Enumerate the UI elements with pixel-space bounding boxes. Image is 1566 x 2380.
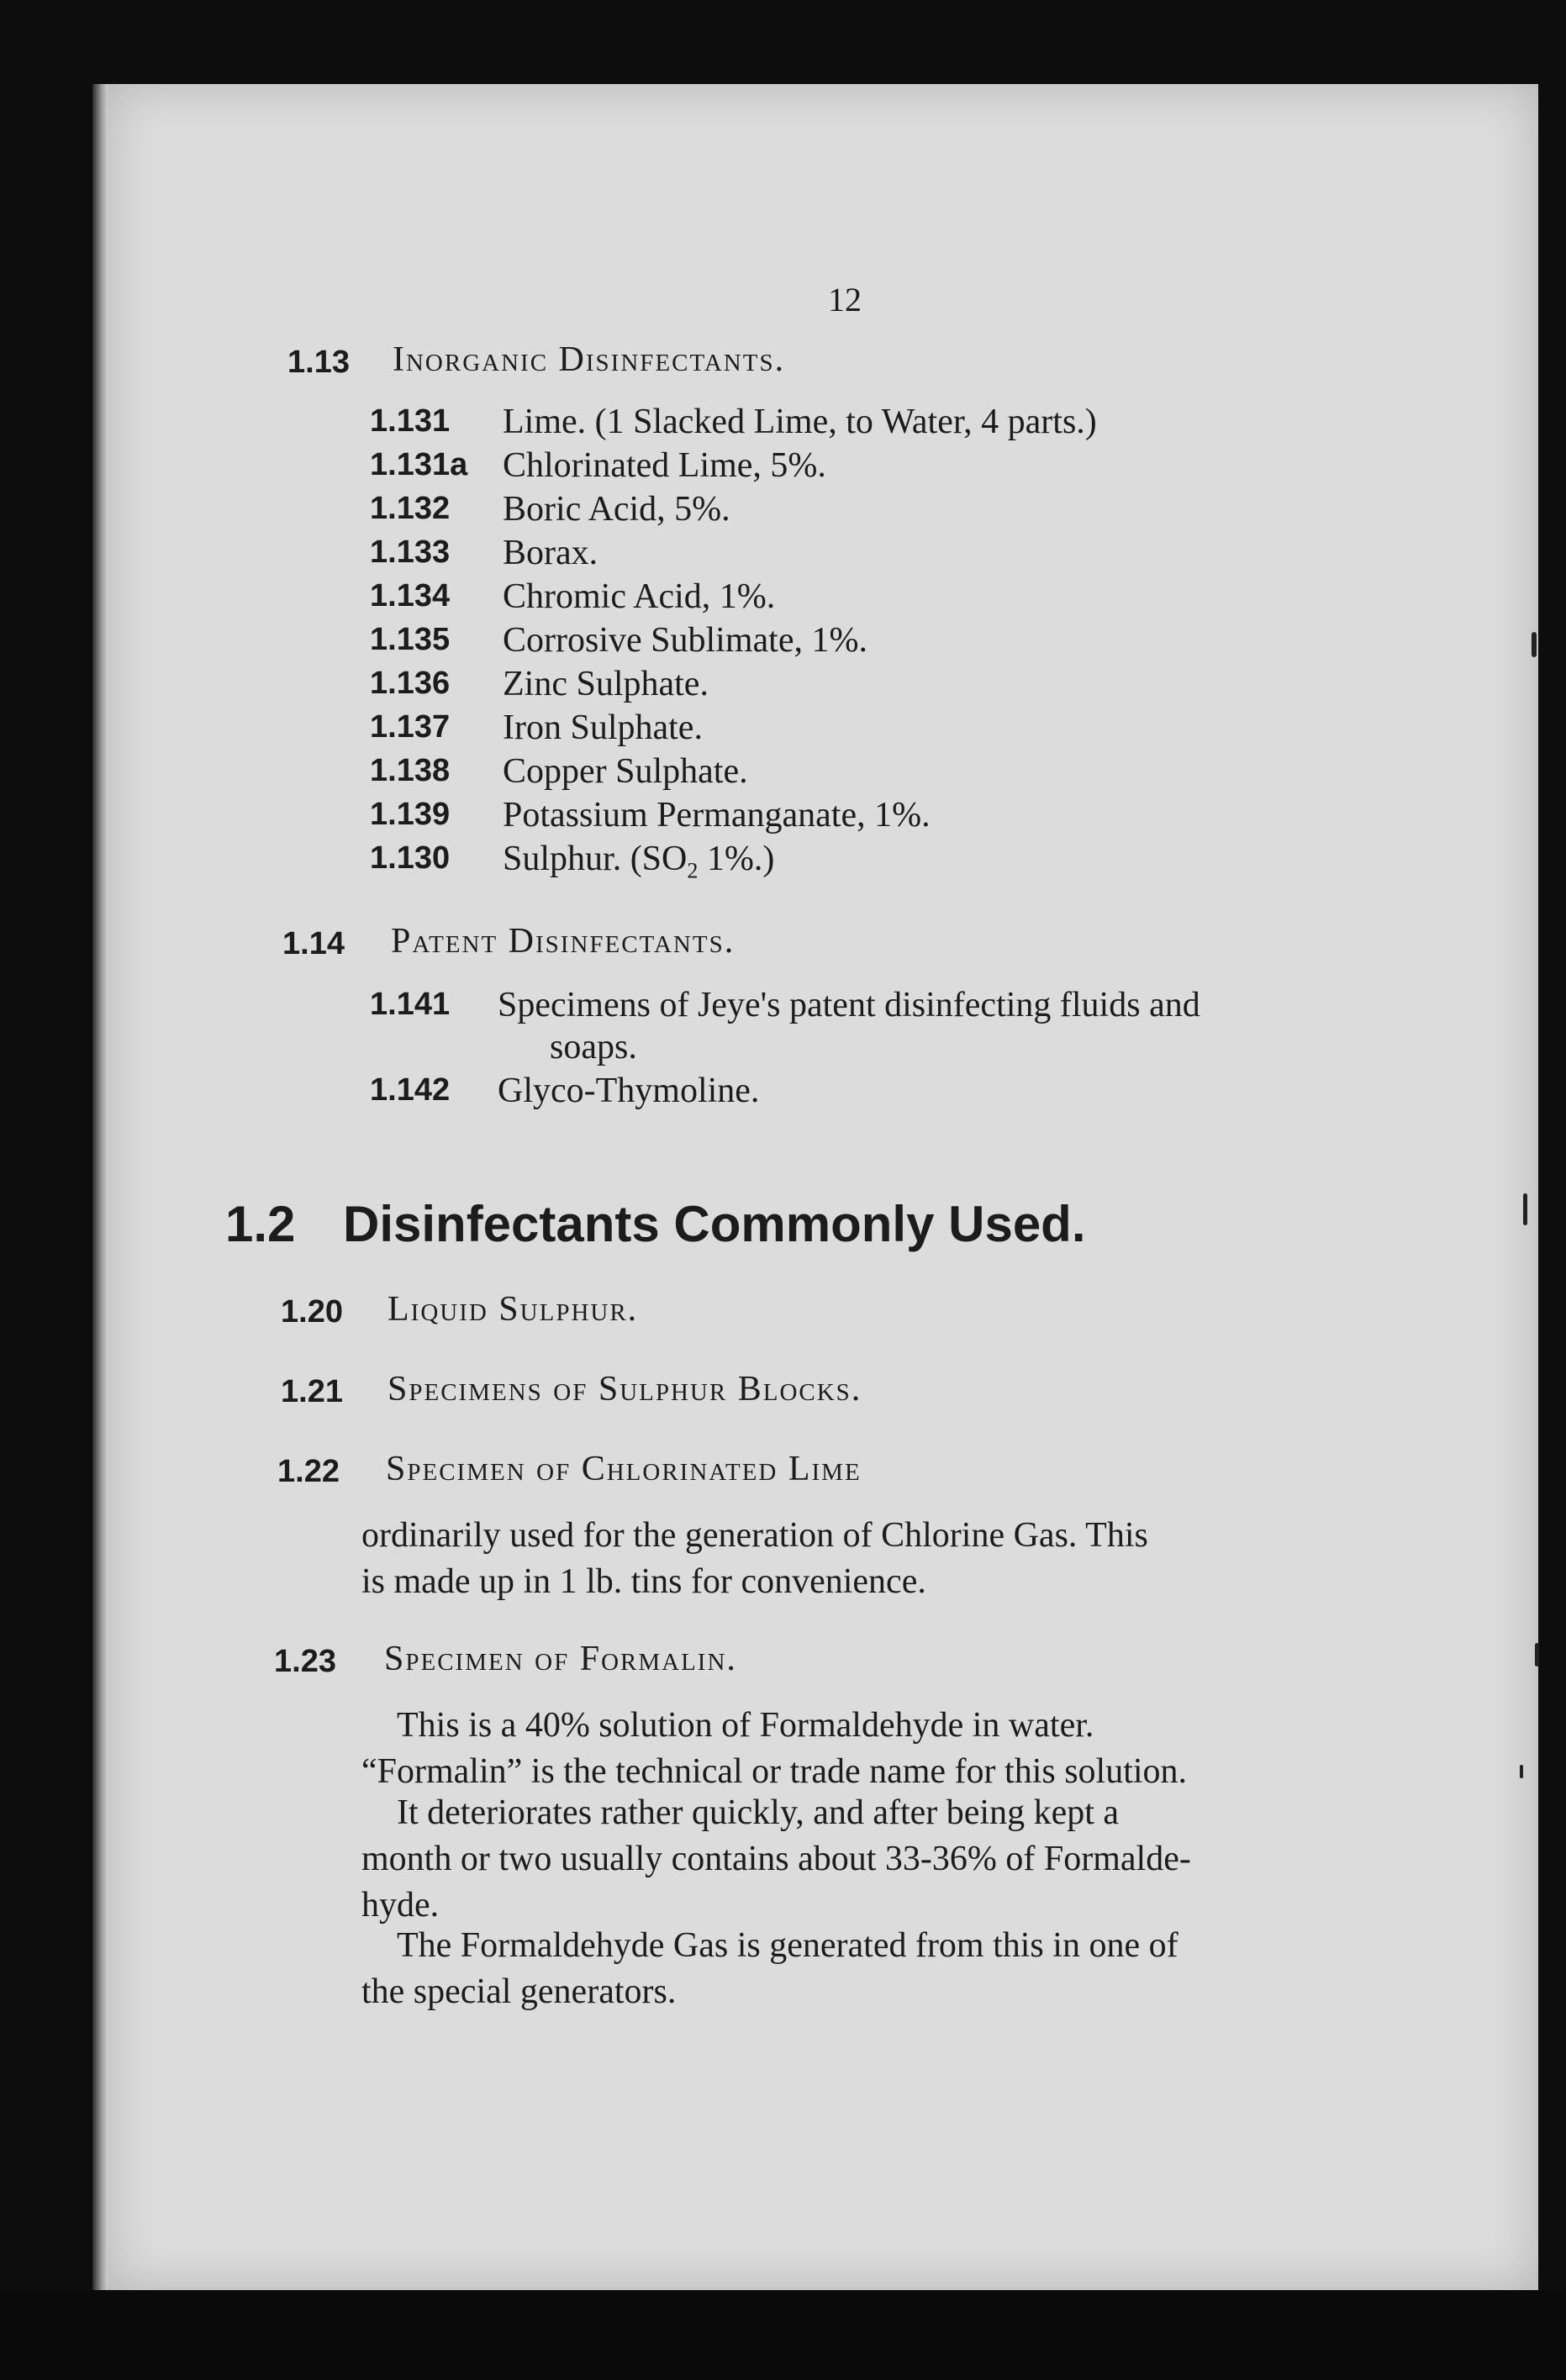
- item-text: Borax.: [503, 534, 598, 572]
- section-body: [361, 1790, 1307, 1929]
- subscript: 2: [687, 858, 699, 883]
- item-number: 1.131a: [370, 447, 468, 482]
- item-number: 1.133: [370, 534, 451, 570]
- section-heading: Specimens of Sulphur Blocks.: [388, 1370, 862, 1409]
- item-text: Corrosive Sublimate, 1%.: [503, 621, 867, 660]
- section-title: Disinfectants Commonly Used.: [343, 1196, 1086, 1252]
- item-text: Lime. (1 Slacked Lime, to Water, 4 parts.): [503, 403, 1097, 441]
- item-number: 1.141: [370, 987, 451, 1022]
- body-line: month or two usually contains about 33-36% of Formalde-: [361, 1840, 1191, 1878]
- section-number: 1.22: [277, 1454, 340, 1489]
- section-body: [361, 1703, 1307, 1795]
- item-text: Chlorinated Lime, 5%.: [503, 446, 826, 485]
- item-number: 1.137: [370, 709, 451, 745]
- item-text: Glyco-Thymoline.: [498, 1072, 760, 1110]
- body-line: This is a 40% solution of Formaldehyde in water.: [397, 1706, 1094, 1745]
- body-line: the special generators.: [361, 1972, 677, 2011]
- body-line: The Formaldehyde Gas is generated from this in one of: [397, 1926, 1178, 1965]
- body-line: ordinarily used for the generation of Chlorine Gas. This: [361, 1516, 1148, 1555]
- section-title-number: 1.2: [225, 1196, 296, 1252]
- item-number: 1.134: [370, 578, 451, 613]
- item-text: Specimens of Jeye's patent disinfecting fluids and: [498, 986, 1200, 1024]
- section-number: 1.20: [281, 1294, 343, 1330]
- item-text-continued: soaps.: [550, 1028, 637, 1066]
- page-number: 12: [828, 281, 862, 319]
- item-number: 1.136: [370, 666, 451, 701]
- item-text: Chromic Acid, 1%.: [503, 577, 776, 616]
- item-number: 1.142: [370, 1072, 451, 1108]
- scan-speck: [1535, 1643, 1539, 1667]
- item-text: Copper Sulphate.: [503, 752, 748, 791]
- section-heading: Liquid Sulphur.: [388, 1290, 639, 1329]
- item-number: 1.138: [370, 753, 451, 788]
- body-line: “Formalin” is the technical or trade name for this solution.: [361, 1752, 1188, 1791]
- item-text: Iron Sulphate.: [503, 708, 703, 747]
- scan-border-bottom: [0, 2290, 1566, 2380]
- scan-speck: [1523, 1193, 1527, 1225]
- item-number: 1.131: [370, 403, 451, 439]
- section-body: [361, 1513, 1307, 1605]
- section-number: 1.13: [287, 345, 350, 380]
- page-edge-shadow: [92, 84, 108, 2290]
- item-text-part: 1%.): [698, 840, 775, 878]
- section-heading: Inorganic Disinfectants.: [393, 340, 786, 379]
- item-number: 1.130: [370, 840, 451, 876]
- section-number: 1.14: [282, 926, 345, 961]
- section-heading: Patent Disinfectants.: [391, 922, 736, 961]
- item-text: Zinc Sulphate.: [503, 665, 709, 703]
- scan-speck: [1532, 632, 1537, 657]
- section-body: [361, 1923, 1307, 2015]
- section-number: 1.23: [274, 1644, 336, 1679]
- item-text-part: Sulphur. (SO: [503, 840, 688, 878]
- item-text: Potassium Permanganate, 1%.: [503, 796, 931, 835]
- section-number: 1.21: [281, 1374, 343, 1409]
- body-line: is made up in 1 lb. tins for convenience.: [361, 1562, 926, 1601]
- scan-speck: [1520, 1765, 1523, 1778]
- item-text: Boric Acid, 5%.: [503, 490, 730, 529]
- item-number: 1.132: [370, 491, 451, 526]
- item-number: 1.139: [370, 797, 451, 832]
- section-heading: Specimen of Chlorinated Lime: [386, 1450, 862, 1488]
- item-text-sulphur: [503, 839, 774, 883]
- body-line: hyde.: [361, 1886, 440, 1925]
- section-heading: Specimen of Formalin.: [384, 1640, 737, 1678]
- body-line: It deteriorates rather quickly, and after being kept a: [397, 1793, 1120, 1832]
- item-number: 1.135: [370, 622, 451, 657]
